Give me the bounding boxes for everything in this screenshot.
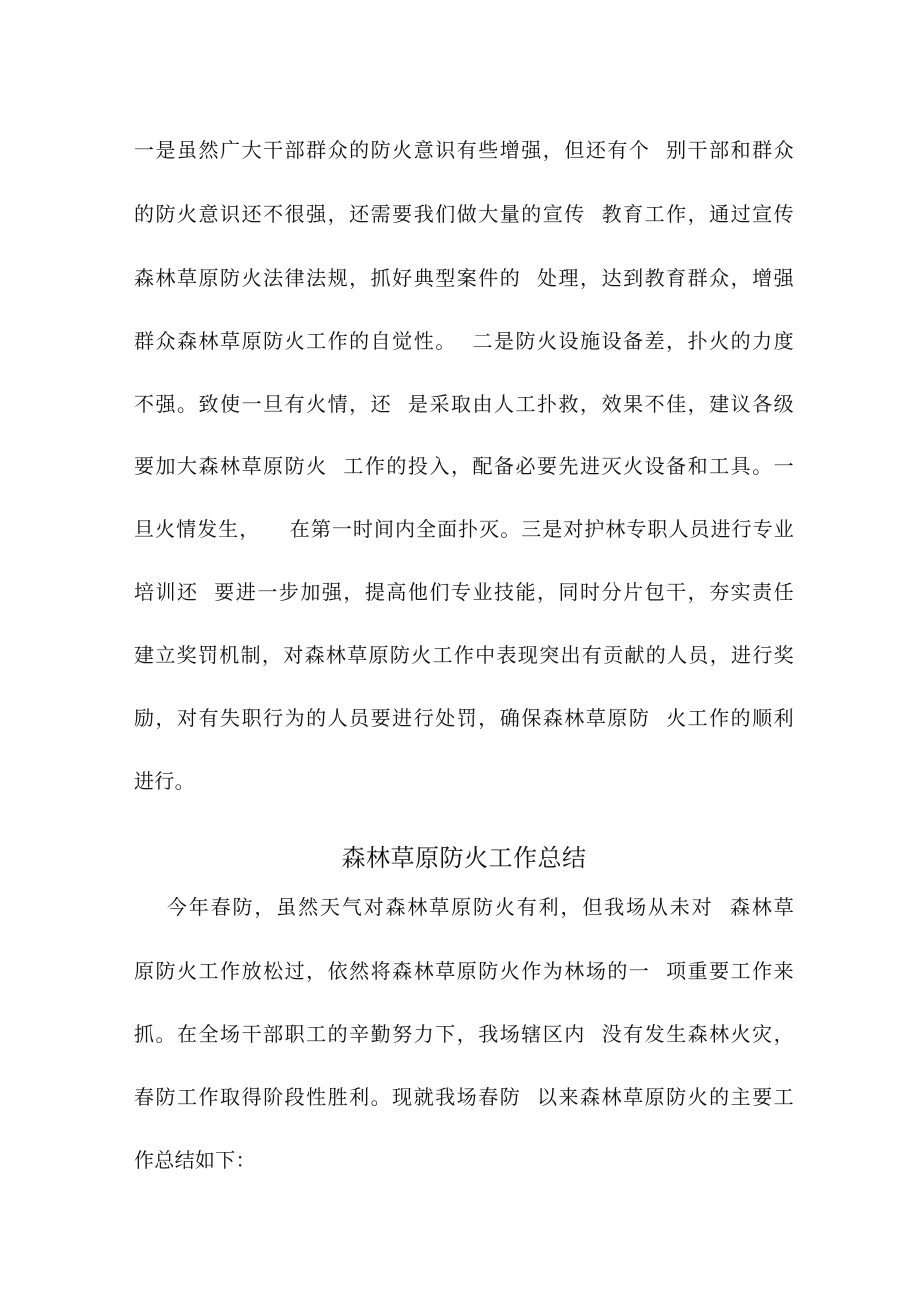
paragraph-line: 春防工作取得阶段性胜利。现就我场春防 以来森林草原防火的主要工 bbox=[134, 1085, 794, 1109]
paragraph-line: 群众森林草原防火工作的自觉性。 二是防火设施设备差，扑火的力度 bbox=[134, 329, 794, 353]
paragraph-line: 的防火意识还不很强，还需要我们做大量的宣传 教育工作，通过宣传 bbox=[134, 202, 794, 226]
paragraph-line: 旦火情发生， 在第一时间内全面扑灭。三是对护林专职人员进行专业 bbox=[134, 517, 794, 541]
paragraph-line: 培训还 要进一步加强，提高他们专业技能，同时分片包干，夯实责任 bbox=[134, 580, 794, 604]
paragraph-line: 进行。 bbox=[134, 769, 195, 793]
paragraph-line: 要加大森林草原防火 工作的投入，配备必要先进灭火设备和工具。一 bbox=[134, 454, 794, 478]
paragraph-line: 森林草原防火法律法规，抓好典型案件的 处理，达到教育群众，增强 bbox=[134, 266, 794, 290]
paragraph-line: 今年春防，虽然天气对森林草原防火有利，但我场从未对 森林草 bbox=[134, 895, 794, 919]
paragraph-line: 抓。在全场干部职工的辛勤努力下，我场辖区内 没有发生森林火灾， bbox=[134, 1022, 794, 1046]
paragraph-line: 不强。致使一旦有火情，还 是采取由人工扑救，效果不佳，建议各级 bbox=[134, 392, 794, 416]
paragraph-line: 建立奖罚机制，对森林草原防火工作中表现突出有贡献的人员，进行奖 bbox=[134, 643, 794, 667]
paragraph-line: 一是虽然广大干部群众的防火意识有些增强，但还有个 别干部和群众 bbox=[134, 138, 794, 162]
section-heading: 森林草原防火工作总结 bbox=[341, 844, 587, 873]
paragraph-line: 励，对有失职行为的人员要进行处罚，确保森林草原防 火工作的顺利 bbox=[134, 706, 794, 730]
paragraph-line: 作总结如下： bbox=[134, 1148, 256, 1172]
paragraph-line: 原防火工作放松过，依然将森林草原防火作为林场的一 项重要工作来 bbox=[134, 959, 794, 983]
